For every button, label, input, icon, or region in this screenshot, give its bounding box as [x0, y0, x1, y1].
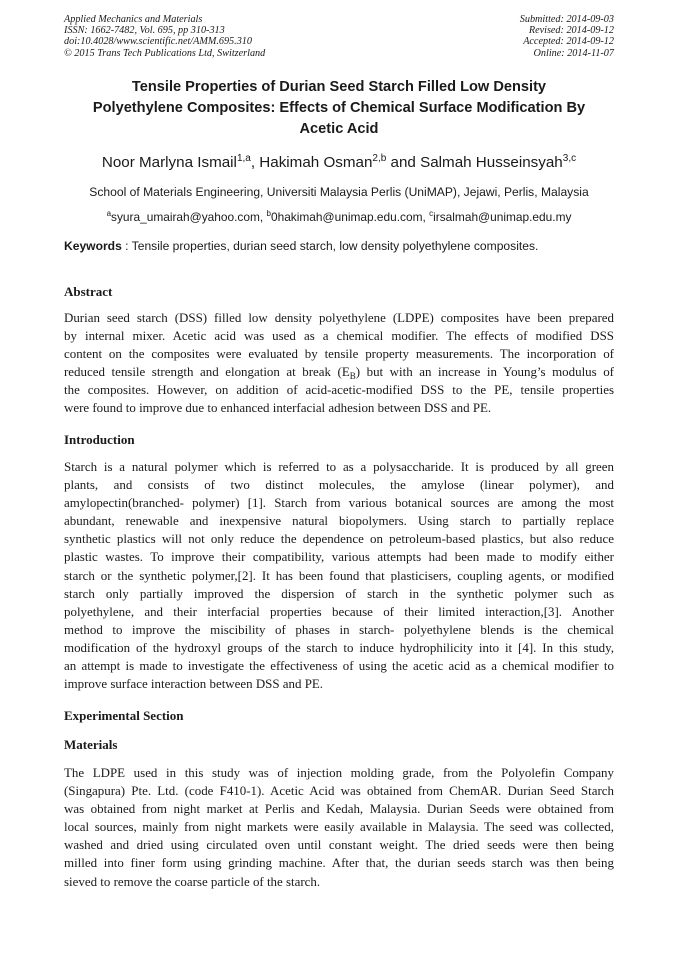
text-line: plastic wastes. To improve their compatibility, various attempts had been made to modify either [64, 549, 614, 565]
journal-header-left [64, 14, 265, 59]
author-affiliation-mark: 1,a [236, 153, 251, 164]
title-line: Tensile Properties of Durian Seed Starch Filled Low Density [131, 79, 547, 95]
text-line: starch only partially improved the dispersion of starch in the synthetic polymer such as [64, 585, 614, 601]
text-line: improve surface interaction between DSS and PE. [64, 676, 324, 692]
text-line: an attempt is made to investigate the effectiveness of using the acetic acid as a chemical modifier to [64, 658, 614, 674]
journal-doi[interactable]: doi:10.4028/www.scientific.net/AMM.695.310 [64, 36, 252, 48]
text-line: the composites. However, on addition of acid-acetic-modified DSS to the PE, tensile properties [64, 382, 614, 398]
abstract-body [64, 309, 614, 418]
email-link[interactable]: 0hakimah@unimap.edu.com, [270, 210, 430, 224]
title-line: Polyethylene Composites: Effects of Chemical Surface Modification By [92, 100, 586, 116]
text-line: by internal mixer. Acetic acid was used as a chemical modifier. The effects of modified DSS [64, 328, 614, 344]
journal-copyright: © 2015 Trans Tech Publications Ltd, Switzerland [64, 47, 266, 59]
text-fragment: ) but with an increase in Young’s modulus of [355, 364, 614, 380]
author-affiliation-mark: 3,c [562, 153, 577, 164]
author-separator: , [250, 154, 260, 171]
journal-issn: ISSN: 1662-7482, Vol. 695, pp 310-313 [64, 25, 225, 37]
email-mark: b [266, 209, 271, 218]
author-emails [20, 209, 658, 225]
experimental-heading: Experimental Section [64, 708, 184, 723]
text-line: abundant, renewable and inexpensive natural biopolymers. Using starch to partially replace [64, 513, 614, 529]
materials-heading: Materials [64, 737, 118, 752]
journal-header-right [520, 14, 614, 59]
keywords-label: Keywords [64, 239, 122, 253]
text-line [64, 363, 614, 381]
text-line: sieved to remove the coarse particle of the starch. [64, 873, 321, 889]
text-line: (Singapura) Pte. Ltd. (code F410-1). Acetic Acid was obtained from ChemAR. Durian Seed Starch [64, 783, 614, 799]
author-affiliation-mark: 2,b [372, 153, 387, 164]
title-line: Acetic Acid [299, 121, 379, 137]
paper-title [40, 77, 638, 140]
text-line: method to improve the miscibility of phases in starch- polyethylene blends is the chemical [64, 621, 614, 637]
author-name: Noor Marlyna Ismail [101, 154, 237, 171]
subscript: B [349, 371, 356, 382]
author-separator: and [386, 154, 421, 171]
introduction-heading: Introduction [64, 432, 135, 447]
text-line: Durian seed starch (DSS) filled low density polyethylene (LDPE) composites have been prepared [64, 310, 614, 325]
email-link[interactable]: irsalmah@unimap.edu.my [433, 210, 572, 224]
author-name: Salmah Husseinsyah [420, 154, 563, 171]
date-online: Online: 2014-11-07 [533, 47, 614, 59]
author-list [20, 153, 658, 173]
email-mark: c [429, 209, 434, 218]
text-line: milled into finer form using grinding machine. After that, the durian seeds starch was then being [64, 855, 614, 871]
text-line: modification of the hydroxyl groups of the starch to induce hydrophilicity into it [4]. In this study, [64, 639, 614, 655]
keywords-text: : Tensile properties, durian seed starch, low density polyethylene composites. [121, 239, 539, 253]
text-line: plants, and consists of two distinct molecules, the amylose (linear polymer), and [64, 477, 614, 493]
text-line: synthetic plastics will not only reduce the dependence on petroleum-based plastics, but also reduce [64, 531, 614, 547]
text-line: Starch is a natural polymer which is referred to as a polysaccharide. It is produced by all green [64, 459, 614, 474]
text-line: content on the composites were evaluated by tensile property measurements. The incorporation of [64, 346, 614, 362]
author-affiliation: School of Materials Engineering, Universiti Malaysia Perlis (UniMAP), Jejawi, Perlis, Malaysia [89, 185, 589, 199]
text-line: polyethylene, and their interfacial properties because of their limited interaction,[3]. Another [64, 603, 614, 619]
text-line: were found to improve due to enhanced interfacial adhesion between DSS and PE. [64, 400, 492, 416]
keywords [64, 238, 624, 254]
text-line: amylopectin(branched- polymer) [1]. Starch from various botanical sources are among the most [64, 495, 614, 511]
date-revised: Revised: 2014-09-12 [528, 25, 614, 37]
text-line: washed and dried using circulated oven until constant weight. The dried seeds were then being [64, 837, 614, 853]
text-fragment: reduced tensile strength and elongation at break (E [64, 364, 350, 380]
date-submitted: Submitted: 2014-09-03 [519, 14, 614, 25]
email-link[interactable]: syura_umairah@yahoo.com, [111, 210, 267, 224]
email-mark: a [106, 209, 112, 218]
author-name: Hakimah Osman [259, 154, 373, 171]
introduction-body [64, 458, 614, 693]
materials-body [64, 764, 614, 891]
journal-name: Applied Mechanics and Materials [64, 14, 203, 25]
text-line: was obtained from night market at Perlis and Kedah, Malaysia. Durian Seeds were obtained from [64, 801, 614, 817]
text-line: starch or the synthetic polymer,[2]. It has been found that plasticisers, coupling agents, or modified [64, 567, 614, 583]
text-line: local sources, mainly from night markets were easily available in Malaysia. The seed was collected, [64, 819, 614, 835]
text-line: The LDPE used in this study was of injection molding grade, from the Polyolefin Company [64, 765, 614, 780]
date-accepted: Accepted: 2014-09-12 [523, 36, 614, 48]
abstract-heading: Abstract [64, 284, 113, 299]
